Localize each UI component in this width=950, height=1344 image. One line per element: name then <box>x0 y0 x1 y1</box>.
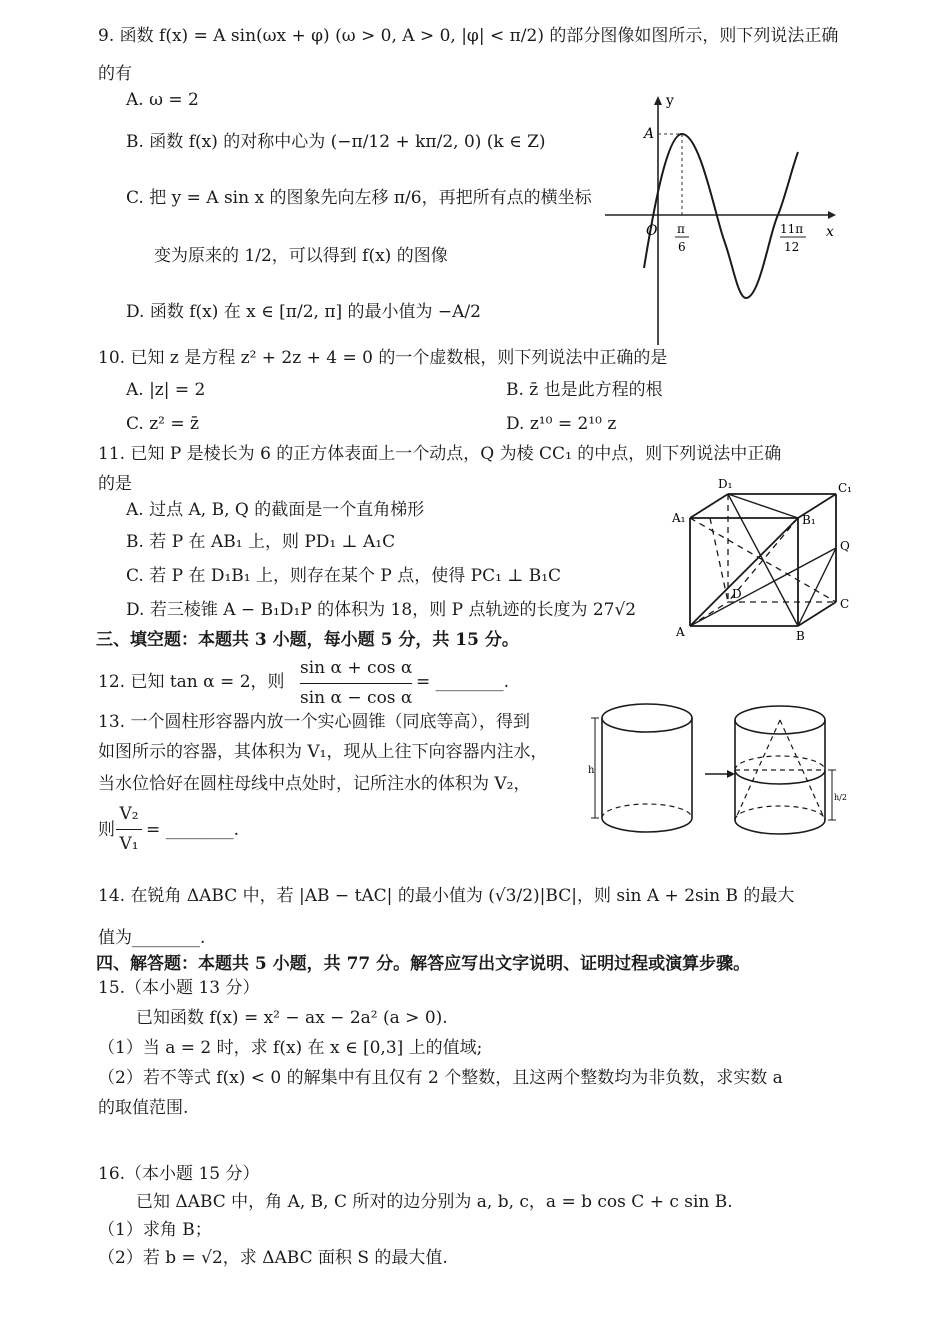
q12-answer-blank: = ________. <box>416 672 510 692</box>
q16-part-1: （1）求角 B； <box>98 1220 212 1240</box>
q15-part-2: （2）若不等式 f(x) < 0 的解集中有且仅有 2 个整数，且这两个整数均为非负数，求实数 a <box>98 1068 783 1088</box>
q15-part-1: （1）当 a = 2 时，求 f(x) 在 x ∈ [0,3] 上的值域; <box>98 1038 483 1058</box>
height-label: h <box>588 765 595 776</box>
cylinder-figure <box>585 696 845 846</box>
q9-option-a: A. ω = 2 <box>126 90 199 110</box>
x-label: x <box>826 224 834 240</box>
label-D1: D₁ <box>718 477 733 491</box>
q10-option-d: D. z¹⁰ = 2¹⁰ z <box>506 414 617 434</box>
x-axis-arrow <box>828 211 836 219</box>
section-4-heading: 四、解答题：本题共 5 小题，共 77 分。解答应写出文字说明、证明过程或演算步骤。 <box>96 954 751 974</box>
label-Q: Q <box>840 539 850 553</box>
q10-stem: 10. 已知 z 是方程 z² + 2z + 4 = 0 的一个虚数根，则下列说法中正确的是 <box>98 348 668 368</box>
q11-option-c: C. 若 P 在 D₁B₁ 上，则存在某个 P 点，使得 PC₁ ⊥ B₁C <box>126 566 562 586</box>
q11-stem: 11. 已知 P 是棱长为 6 的正方体表面上一个动点，Q 为棱 CC₁ 的中点，则下列说法中正确 <box>98 444 782 464</box>
q15-part-2-cont: 的取值范围. <box>98 1098 189 1118</box>
q12-denominator: sin α − cos α <box>300 688 413 708</box>
q13-prefix: 则 <box>98 820 115 840</box>
q13-denominator: V₁ <box>119 834 139 854</box>
sine-graph-figure <box>600 90 850 350</box>
q9-option-b: B. 函数 f(x) 的对称中心为 (−π/12 + kπ/2, 0) (k ∈ Z) <box>126 132 546 152</box>
q13-line-3: 当水位恰好在圆柱母线中点处时，记所注水的体积为 V₂， <box>98 774 531 794</box>
q16-given: 已知 ΔABC 中，角 A, B, C 所对的边分别为 a, b, c，a = b cos C + c sin B. <box>136 1192 733 1212</box>
q15-given: 已知函数 f(x) = x² − ax − 2a² (a > 0). <box>136 1008 448 1028</box>
tick-pi6-num: π <box>677 222 685 236</box>
q13-fraction-bar <box>116 829 142 830</box>
section-3-heading: 三、填空题：本题共 3 小题，每小题 5 分，共 15 分。 <box>96 630 519 650</box>
cube-figure <box>670 478 860 643</box>
sine-curve <box>644 134 798 298</box>
q9-stem: 9. 函数 f(x) = A sin(ωx + φ) (ω > 0, A > 0, |φ| < π/2) 的部分图像如图所示，则下列说法正确 <box>98 26 839 46</box>
q11-option-d: D. 若三棱锥 A − B₁D₁P 的体积为 18，则 P 点轨迹的长度为 27√2 <box>126 600 637 620</box>
label-C1: C₁ <box>838 481 852 495</box>
q13-line-1: 13. 一个圆柱形容器内放一个实心圆锥（同底等高），得到 <box>98 712 530 732</box>
q11-option-b: B. 若 P 在 AB₁ 上，则 PD₁ ⊥ A₁C <box>126 532 396 552</box>
q13-answer-blank: = ________. <box>146 820 240 840</box>
q9-option-d: D. 函数 f(x) 在 x ∈ [π/2, π] 的最小值为 −A/2 <box>126 302 481 322</box>
q13-line-2: 如图所示的容器，其体积为 V₁，现从上往下向容器内注水， <box>98 742 548 762</box>
q14-line-1: 14. 在锐角 ΔABC 中，若 |AB − tAC| 的最小值为 (√3/2)|BC|，则 sin A + 2sin B 的最大 <box>98 886 795 906</box>
q10-option-a: A. |z| = 2 <box>126 380 206 400</box>
q16-part-2: （2）若 b = √2，求 ΔABC 面积 S 的最大值. <box>98 1248 448 1268</box>
y-axis-arrow <box>654 96 662 105</box>
q15-title: 15.（本小题 13 分） <box>98 978 260 998</box>
origin-label: O <box>646 223 658 239</box>
q14-line-2: 值为________. <box>98 928 206 948</box>
tick-11pi12-num: 11π <box>780 222 804 236</box>
q9-stem-cont: 的有 <box>98 64 132 84</box>
q11-stem-cont: 的是 <box>98 474 132 494</box>
q16-title: 16.（本小题 15 分） <box>98 1164 260 1184</box>
q9-option-c: C. 把 y = A sin x 的图象先向左移 π/6，再把所有点的横坐标 <box>126 188 592 208</box>
q13-numerator: V₂ <box>119 804 139 824</box>
label-A: A <box>676 625 685 639</box>
label-D: D <box>732 587 742 601</box>
q11-option-a: A. 过点 A, B, Q 的截面是一个直角梯形 <box>126 500 425 520</box>
q9-option-c-cont: 变为原来的 1/2，可以得到 f(x) 的图像 <box>154 246 448 266</box>
amplitude-label: A <box>644 126 655 142</box>
q10-option-c: C. z² = z̄ <box>126 414 199 434</box>
q12-prefix: 12. 已知 tan α = 2，则 <box>98 672 285 692</box>
q12-fraction-bar <box>300 683 412 684</box>
label-B: B <box>796 629 805 643</box>
half-height-label: h/2 <box>834 793 847 802</box>
q12-numerator: sin α + cos α <box>300 658 413 678</box>
q10-option-b: B. z̄ 也是此方程的根 <box>506 380 663 400</box>
y-label: y <box>666 93 674 109</box>
label-A1: A₁ <box>672 511 686 525</box>
tick-11pi12-den: 12 <box>784 240 800 254</box>
label-B1: B₁ <box>802 513 816 527</box>
label-C: C <box>840 597 850 611</box>
tick-pi6-den: 6 <box>678 240 686 254</box>
